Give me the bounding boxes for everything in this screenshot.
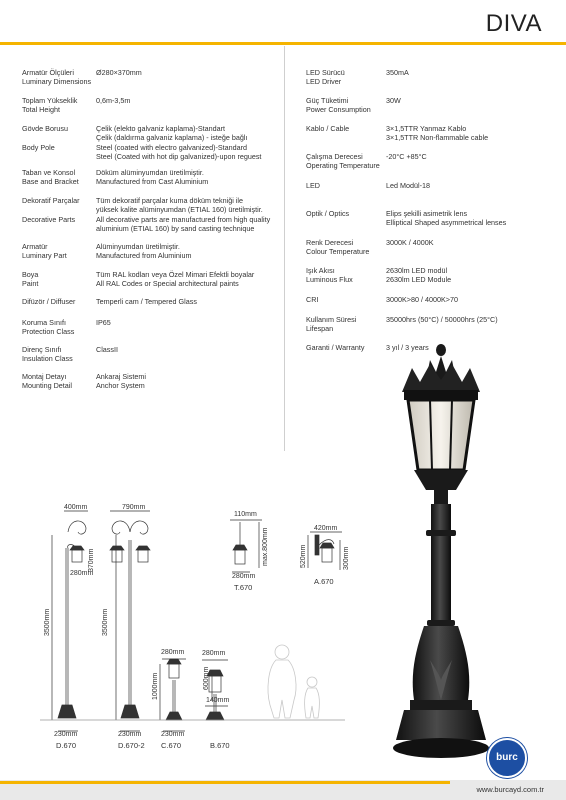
spec-value: Çelik (elekto galvaniz kaplama)-Standart Çelik (daldırma galvaniz kaplama) - isteğe bağlı Steel (coated with electro galvanized)-Standard Steel (Coated with hot dip galvanized)-upon reguest xyxy=(96,124,262,162)
spec-value: 3000K / 4000K xyxy=(386,238,434,247)
dim-label: 520mm xyxy=(300,544,307,568)
spec-label: Toplam Yükseklik Total Height xyxy=(22,96,78,115)
spec-value: Tüm RAL kodları veya Özel Mimari Efektli boyalar All RAL Codes or Special architectural paints xyxy=(96,270,255,289)
spec-value: Led Modül-18 xyxy=(386,181,430,190)
dim-label: 280mm xyxy=(161,649,185,656)
spec-label: Armatür Ölçüleri Luminary Dimensions xyxy=(22,68,92,87)
dim-label: 140mm xyxy=(206,697,230,704)
spec-value: 2630lm LED modül 2630lm LED Module xyxy=(386,266,452,285)
model-label: A.670 xyxy=(314,577,334,586)
spec-value: -20°C +85°C xyxy=(386,152,427,161)
spec-label: Gövde Borusu Body Pole xyxy=(22,124,68,152)
dim-label: 280mm xyxy=(202,650,226,657)
spec-label: Armatür Luminary Part xyxy=(22,242,67,261)
model-label: C.670 xyxy=(161,741,182,750)
footer-accent-line xyxy=(0,781,450,784)
dim-label: 790mm xyxy=(122,504,146,511)
dim-label: 1000mm xyxy=(152,672,159,700)
spec-label: LED Sürücü LED Driver xyxy=(306,68,345,87)
spec-value: 3000K>80 / 4000K>70 xyxy=(386,295,458,304)
dim-label: max.800mm xyxy=(262,527,269,566)
dim-label: 3500mm xyxy=(102,608,109,636)
dim-label: 230mm xyxy=(54,731,78,738)
brand-logo xyxy=(487,738,527,778)
spec-value: 30W xyxy=(386,96,401,105)
spec-label: Koruma Sınıfı Protection Class xyxy=(22,318,75,337)
dim-label: 370mm xyxy=(88,548,95,572)
spec-value: 350mA xyxy=(386,68,409,77)
spec-value: IP65 xyxy=(96,318,111,327)
dim-label: 3500mm xyxy=(44,608,51,636)
page-title: DIVA xyxy=(485,10,542,37)
spec-label: Güç Tüketimi Power Consumption xyxy=(306,96,371,115)
model-label: D.670 xyxy=(56,741,77,750)
spec-value: 3 yıl / 3 years xyxy=(386,343,429,352)
dim-label: 230mm xyxy=(161,731,185,738)
spec-label: Taban ve Konsol Base and Bracket xyxy=(22,168,79,187)
dim-label: 420mm xyxy=(314,525,338,532)
dim-label: 600mm xyxy=(203,666,210,690)
spec-value: Elips şekilli asimetrik lens Elliptical Shaped asymmetrical lenses xyxy=(386,209,507,228)
dim-label: 400mm xyxy=(64,504,88,511)
spec-label: Optik / Optics xyxy=(306,209,350,218)
spec-label: CRI xyxy=(306,295,319,304)
spec-label: Kullanım Süresi Lifespan xyxy=(306,315,357,334)
spec-value: Ø280×370mm xyxy=(96,68,142,77)
dim-label: 300mm xyxy=(343,546,350,570)
spec-value: Ankaraj Sistemi Anchor System xyxy=(96,372,146,391)
spec-label: Renk Derecesi Colour Temperature xyxy=(306,238,370,257)
spec-value: 3×1,5TTR Yanmaz Kablo 3×1,5TTR Non-flammable cable xyxy=(386,124,489,143)
model-label: D.670-2 xyxy=(118,741,145,750)
dim-label: 110mm xyxy=(234,511,257,518)
spec-value: Tüm dekoratif parçalar kuma döküm tekniği ile yüksek kalite alüminyumdan (ETIAL 160) üretilmiştir. All decorative parts are manufactured from high quality aluminium (ETIAL 160) by sand casting technique xyxy=(96,196,271,234)
website-link[interactable]: www.burcayd.com.tr xyxy=(476,785,544,794)
brand-logo-text: burc xyxy=(496,752,518,763)
spec-label: LED xyxy=(306,181,320,190)
spec-value: 0,6m-3,5m xyxy=(96,96,131,105)
spec-label: Çalışma Derecesi Operating Temperature xyxy=(306,152,380,171)
spec-value: ClassII xyxy=(96,345,118,354)
spec-label: Direnç Sınıfı Insulation Class xyxy=(22,345,73,364)
model-label: B.670 xyxy=(210,741,230,750)
dim-label: 280mm xyxy=(70,570,94,577)
spec-label: Işık Akısı Luminous Flux xyxy=(306,266,353,285)
spec-value: Döküm alüminyumdan üretilmiştir. Manufactured from Cast Aluminium xyxy=(96,168,209,187)
spec-label: Montaj Detayı Mounting Detail xyxy=(22,372,72,391)
dim-label: 230mm xyxy=(118,731,142,738)
model-label: T.670 xyxy=(234,583,253,592)
spec-label: Difüzör / Diffuser xyxy=(22,297,76,306)
dim-label: 280mm xyxy=(232,573,256,580)
spec-label: Garanti / Warranty xyxy=(306,343,365,352)
spec-label: Boya Paint xyxy=(22,270,39,289)
spec-value: Temperli cam / Tempered Glass xyxy=(96,297,197,306)
spec-label: Kablo / Cable xyxy=(306,124,350,133)
spec-label: Dekoratif Parçalar Decorative Parts xyxy=(22,196,80,224)
spec-value: 35000hrs (50°C) / 50000hrs (25°C) xyxy=(386,315,498,324)
spec-value: Alüminyumdan üretilmiştir. Manufactured from Aluminium xyxy=(96,242,192,261)
